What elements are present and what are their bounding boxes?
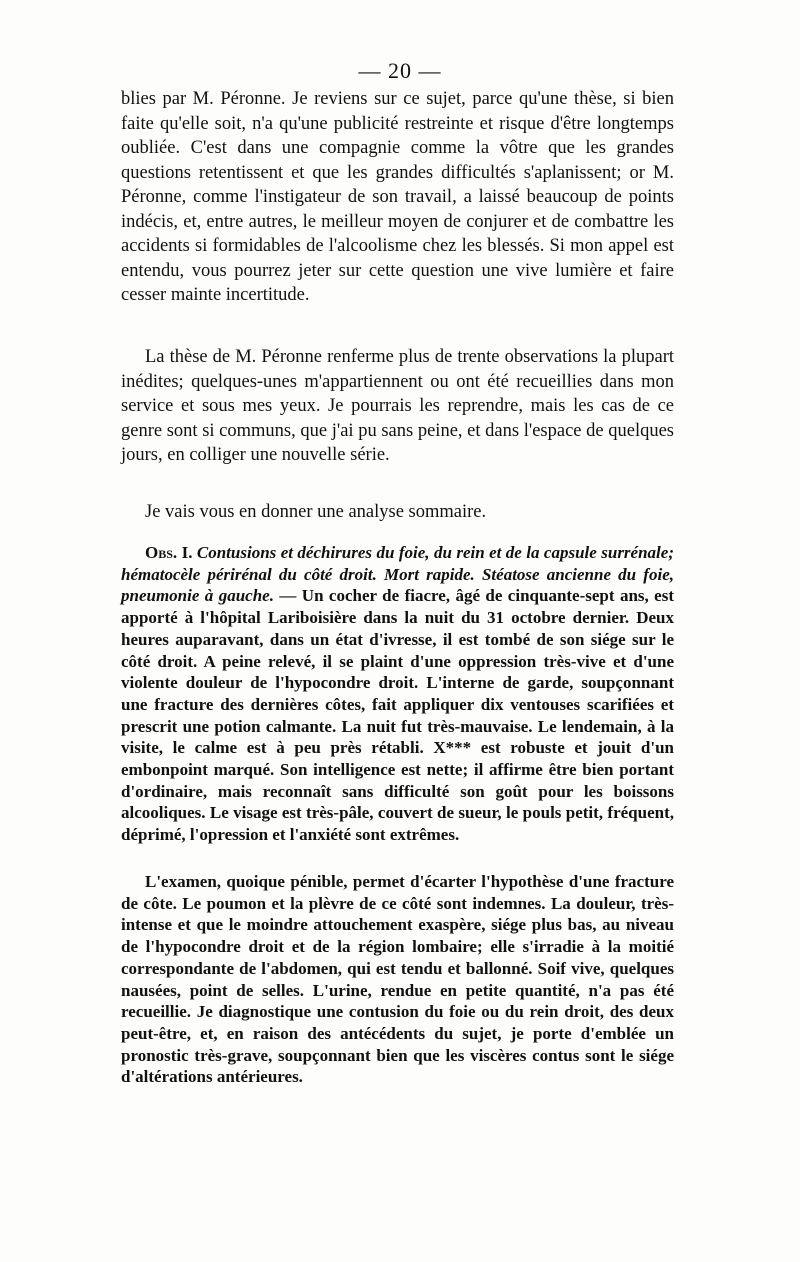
observation-1-continued: L'examen, quoique pénible, permet d'écarter l'hypothèse d'une fracture de côte. Le poumon et la plèvre de ce côté sont indemnes. La douleur, très-intense et que le moindre attouchement exaspère, siége plus bas, au niveau de l'hypocondre droit et de la région lombaire; elle s'irradie à la moitié correspondante de l'abdomen, qui est tendu et ballonné. Soif vive, quelques nausées, point de selles. L'urine, rendue en petite quantité, n'a pas été recueillie. Je diagnostique une contusion du foie ou du rein droit, des deux peut-être, et, en raison des antécédents du sujet, je porte d'emblée un pronostic très-grave, soupçonnant bien que les viscères contus sont le siége d'altérations antérieures. xyxy=(121,872,674,1087)
observation-1 xyxy=(121,542,674,846)
paragraph-3: Je vais vous en donner une analyse sommaire. xyxy=(145,502,487,522)
observation-dash: — xyxy=(273,586,302,606)
page-number: — 20 — xyxy=(358,58,442,83)
observation-title: Contusions et déchirures du foie, du rein et de la capsule surrénale; hématocèle périrénal du côté droit. Mort rapide. Stéatose ancienne du foie, pneumonie à gauche. xyxy=(121,543,674,606)
paragraph-2: La thèse de M. Péronne renferme plus de trente observations la plupart inédites; quelques-unes m'appartiennent ou ont été recueillies dans mon service et sous mes yeux. Je pourrais les reprendre, mais les cas de ce genre sont si communs, que j'ai pu sans peine, et dans l'espace de quelques jours, en colliger une nouvelle série. xyxy=(121,347,674,465)
observation-text: Un cocher de fiacre, âgé de cinquante-sept ans, est apporté à l'hôpital Lariboisière dans la nuit du 31 octobre dernier. Deux heures auparavant, dans un état d'ivresse, il est tombé de son siége sur le côté droit. A peine relevé, il se plaint d'une oppression très-vive et d'une violente douleur de l'hypocondre droit. L'interne de garde, soupçonnant une fracture des dernières côtes, fait appliquer dix ventouses scarifiées et prescrit une potion calmante. La nuit fut très-mauvaise. Le lendemain, à la visite, le calme est à peu près rétabli. X*** est robuste et jouit d'un embonpoint marqué. Son intelligence est nette; il affirme être bien portant d'ordinaire, mais reconnaît sans difficulté son goût pour les boissons alcooliques. Le visage est très-pâle, couvert de sueur, le pouls petit, fréquent, déprimé, l'opression et l'anxiété sont extrêmes. xyxy=(121,586,675,845)
paragraph-1: blies par M. Péronne. Je reviens sur ce sujet, parce qu'une thèse, si bien faite qu'elle soit, n'a qu'une publicité restreinte et risque d'être longtemps oubliée. C'est dans une compagnie comme la vôtre que les grandes questions retentissent et que les grandes difficultés s'aplanissent; or M. Péronne, comme l'instigateur de son travail, a laissé beaucoup de points indécis, et, entre autres, le meilleur moyen de conjurer et de combattre les accidents si formidables de l'alcoolisme chez les blessés. Si mon appel est entendu, vous pourrez jeter sur cette question une vive lumière et faire cesser mainte incertitude. xyxy=(121,89,674,305)
observation-label: Obs. I. xyxy=(145,543,193,562)
